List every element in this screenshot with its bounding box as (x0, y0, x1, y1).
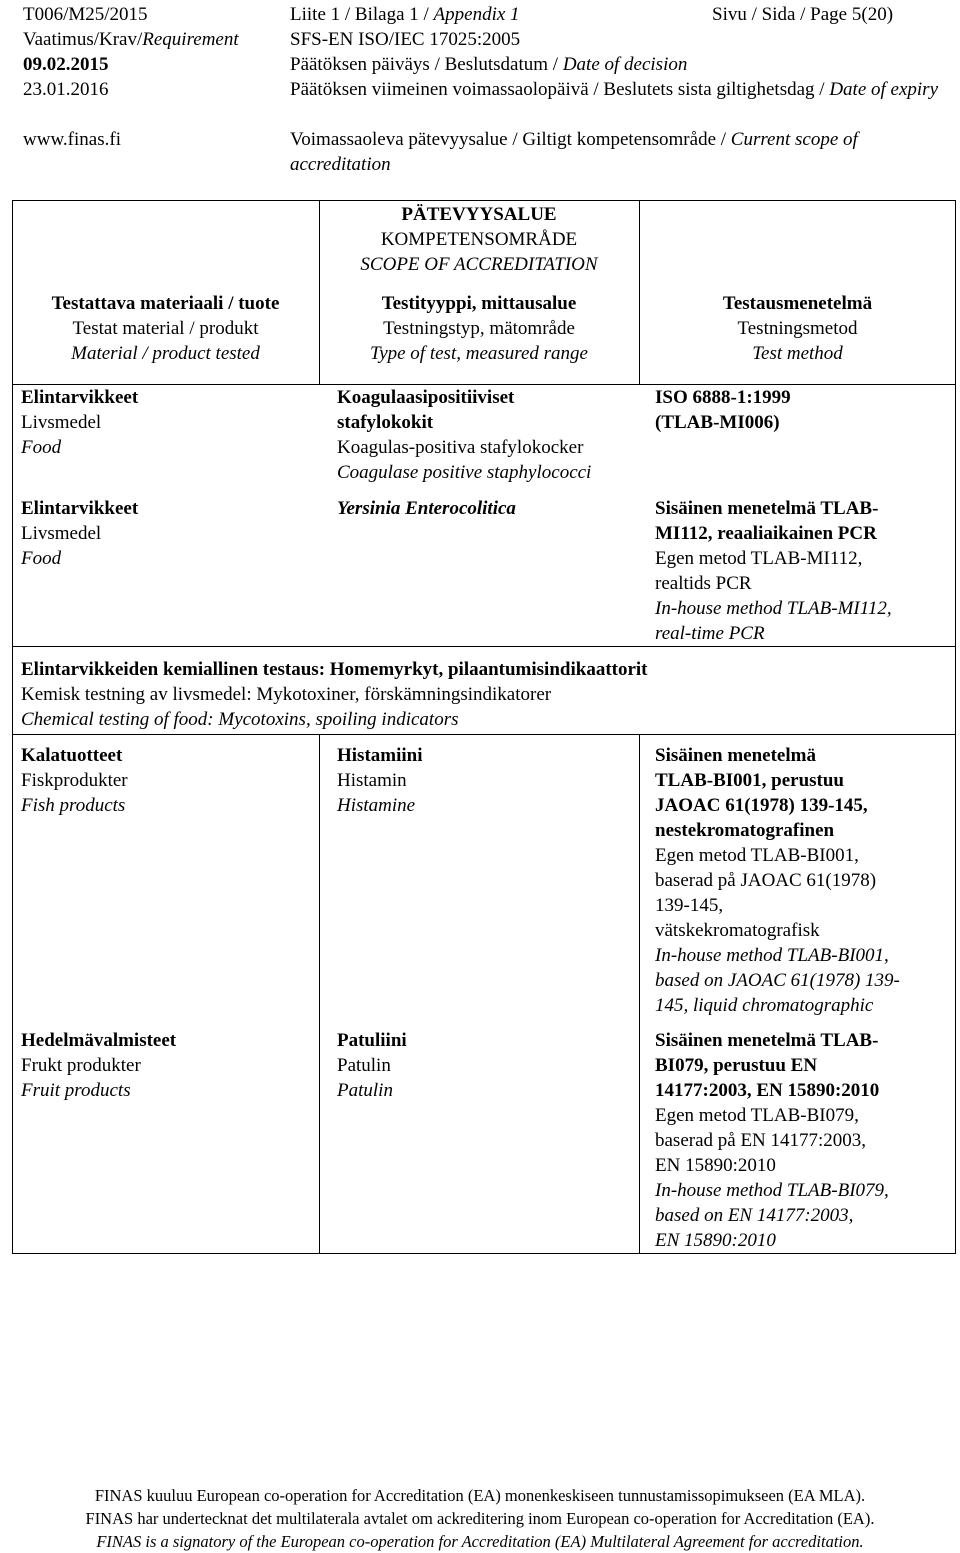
section-top-rule (12, 646, 956, 647)
row3-test-method: Sisäinen menetelmä TLAB-BI001, perustuu JAOAC 61(1978) 139-145, nestekromatografinen Egen metod TLAB-BI001, baserad på JAOAC 61(1978) 139-145, vätskekromatografisk In-house method TLAB-BI001, based on JAOAC 61(1978) 139- 145, liquid chromatographic (655, 745, 900, 1016)
column-divider (319, 735, 320, 1254)
row2-test-method: Sisäinen menetelmä TLAB- MI112, reaaliaikainen PCR Egen metod TLAB-MI112, realtids PCR In-house method TLAB-MI112, real-time PCR (655, 498, 892, 644)
scope-label: Voimassaoleva pätevyysalue / Giltigt kompetensområde / Current scope of accreditation (290, 129, 858, 175)
page-number: Sivu / Sida / Page 5(20) (712, 4, 894, 25)
row2-test-type: Yersinia Enterocolitica (337, 498, 516, 519)
appendix-label: Liite 1 / Bilaga 1 / Appendix 1 (290, 4, 520, 25)
scope-title: PÄTEVYYSALUE KOMPETENSOMRÅDE SCOPE OF ACCREDITATION (360, 204, 598, 275)
row3-material: Kalatuotteet Fiskprodukter Fish products (21, 745, 128, 816)
website-link[interactable]: www.finas.fi (23, 129, 121, 150)
row1-test-method: ISO 6888-1:1999 (TLAB-MI006) (655, 387, 791, 433)
section-bottom-rule (12, 734, 956, 735)
row4-test-method: Sisäinen menetelmä TLAB- BI079, perustuu EN 14177:2003, EN 15890:2010 Egen metod TLAB-BI079, baserad på EN 14177:2003, EN 15890:2010 In-house method TLAB-BI079, based on EN 14177:2003, EN 15890:2010 (655, 1030, 889, 1251)
row1-material: Elintarvikkeet Livsmedel Food (21, 387, 139, 458)
scope-table (12, 200, 956, 1254)
column-header-test-type: Testityyppi, mittausalue Testningstyp, mätområde Type of test, measured range (370, 293, 588, 364)
row3-test-type: Histamiini Histamin Histamine (337, 745, 423, 816)
row4-test-type: Patuliini Patulin Patulin (337, 1030, 407, 1101)
requirement-label: Vaatimus/Krav/Requirement (23, 29, 239, 50)
row4-material: Hedelmävalmisteet Frukt produkter Fruit products (21, 1030, 177, 1101)
decision-label: Päätöksen päiväys / Beslutsdatum / Date of decision (290, 54, 688, 75)
column-header-material: Testattava materiaali / tuote Testat material / produkt Material / product tested (51, 293, 280, 364)
footer-line-sv: FINAS har undertecknat det multilaterala avtalet om ackreditering inom European co-operation for Accreditation (EA). (85, 1509, 875, 1528)
column-header-test-method: Testausmenetelmä Testningsmetod Test method (722, 293, 873, 364)
table-border-bottom (12, 1253, 956, 1254)
document-code: T006/M25/2015 (23, 4, 148, 25)
decision-date: 09.02.2015 (23, 54, 109, 75)
row1-test-type: Koagulaasipositiiviset stafylokokit Koagulas-positiva stafylokocker Coagulase positive staphylococci (337, 387, 592, 483)
section-heading: Elintarvikkeiden kemiallinen testaus: Homemyrkyt, pilaantumisindikaattorit Kemisk testning av livsmedel: Mykotoxiner, förskämningsindikatorer Chemical testing of food: Mycotoxins, spoiling indicators (21, 659, 648, 730)
expiry-label: Päätöksen viimeinen voimassaolopäivä / Beslutets sista giltighetsdag / Date of expiry (290, 79, 938, 100)
expiry-date: 23.01.2016 (23, 79, 109, 100)
footer-line-en: FINAS is a signatory of the European co-operation for Accreditation (EA) Multilateral Agreement for accreditation. (96, 1532, 864, 1551)
row2-material: Elintarvikkeet Livsmedel Food (21, 498, 139, 569)
table-border-top (12, 200, 956, 201)
column-divider (639, 735, 640, 1254)
standard-reference: SFS-EN ISO/IEC 17025:2005 (290, 29, 521, 50)
footer-line-fi: FINAS kuuluu European co-operation for Accreditation (EA) monenkeskiseen tunnustamissopimukseen (EA MLA). (94, 1486, 866, 1505)
document-footer (0, 1484, 960, 1553)
